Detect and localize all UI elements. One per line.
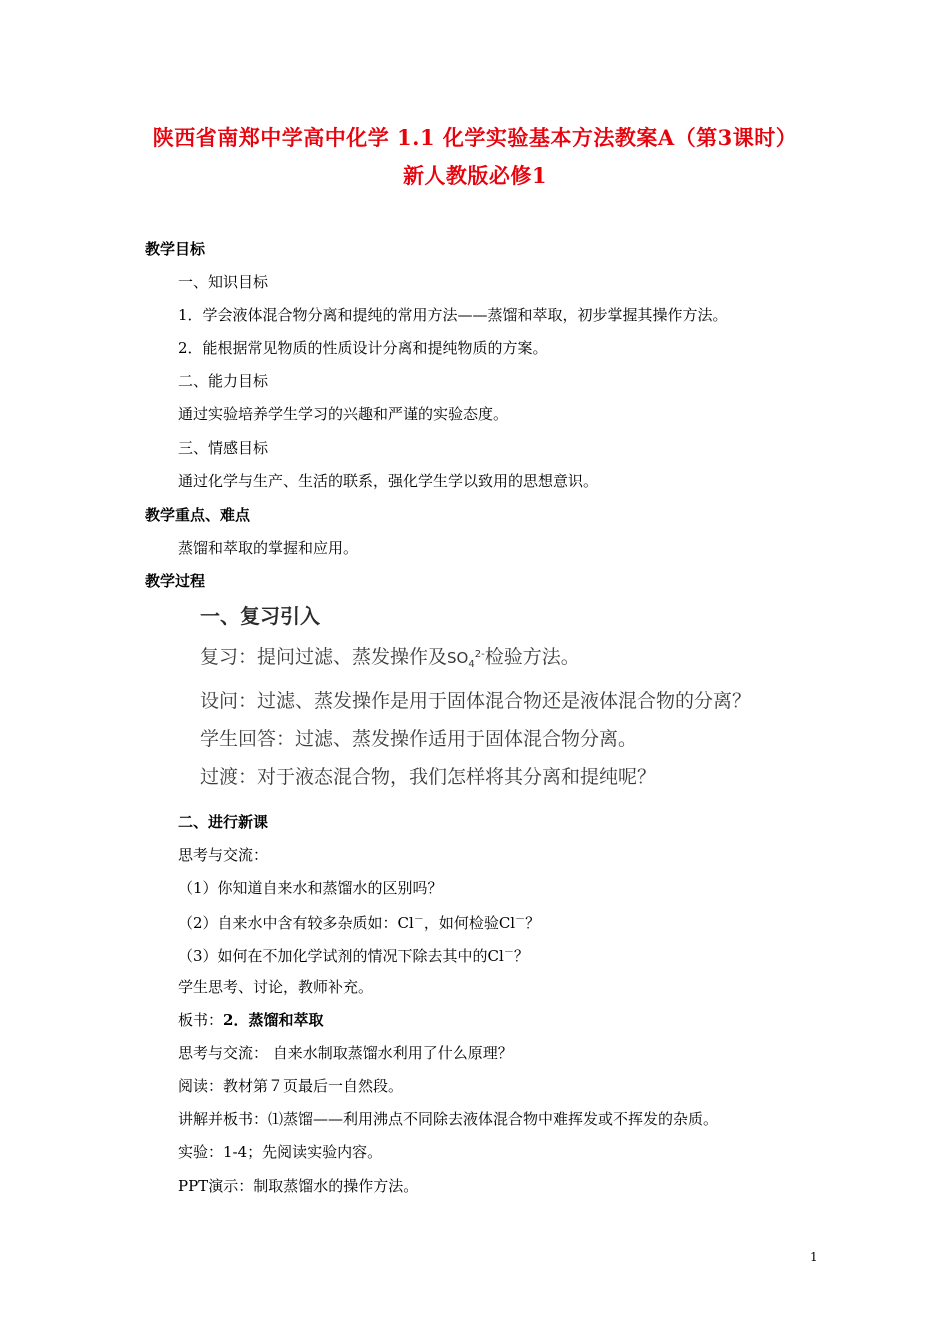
think-and-discuss-1: 思考与交流： <box>178 846 269 864</box>
question-2 <box>178 910 540 933</box>
emotion-text: 通过化学与生产、生活的联系，强化学生学以致用的思想意识。 <box>178 472 599 490</box>
ppt-demo-line: PPT演示：制取蒸馏水的操作方法。 <box>178 1177 419 1195</box>
review-text-pre: 复习：提问过滤、蒸发操作及 <box>200 646 448 668</box>
question-2-pre: （2）自来水中含有较多杂质如：Cl <box>178 914 414 932</box>
new-lesson-heading: 二、进行新课 <box>178 813 269 831</box>
key-points-text: 蒸馏和萃取的掌握和应用。 <box>178 539 359 557</box>
page-number: 1 <box>810 1250 818 1264</box>
experiment-line: 实验：1-4；先阅读实验内容。 <box>178 1143 383 1161</box>
question-1: （1）你知道自来水和蒸馏水的区别吗？ <box>178 879 443 897</box>
reading-instruction: 阅读：教材第７页最后一自然段。 <box>178 1077 404 1095</box>
board-writing <box>178 1009 323 1030</box>
chloride-charge: － <box>413 914 424 925</box>
ability-text: 通过实验培养学生学习的兴趣和严谨的实验态度。 <box>178 405 509 423</box>
knowledge-item-2: 2．能根据常见物质的性质设计分离和提纯物质的方案。 <box>178 339 548 357</box>
question-2-mid: ，如何检验Cl <box>423 914 516 932</box>
question-2-post: ？ <box>525 914 541 932</box>
sulfate-ion: SO <box>447 649 469 667</box>
think-and-discuss-2: 思考与交流： 自来水制取蒸馏水利用了什么原理？ <box>178 1044 513 1062</box>
chloride-charge: － <box>503 947 514 958</box>
board-label: 板书： <box>178 1011 224 1029</box>
students-discuss: 学生思考、讨论，教师补充。 <box>178 978 374 996</box>
slide-review-line <box>200 642 580 670</box>
question-3-pre: （3）如何在不加化学试剂的情况下除去其中的Cl <box>178 947 504 965</box>
slide-question-line: 设问：过滤、蒸发操作是用于固体混合物还是液体混合物的分离？ <box>200 690 752 712</box>
objectives-heading: 教学目标 <box>145 240 206 258</box>
chloride-charge: － <box>515 914 526 925</box>
explanation-distillation: 讲解并板书：⑴蒸馏——利用沸点不同除去液体混合物中难挥发或不挥发的杂质。 <box>178 1110 719 1128</box>
question-3 <box>178 943 529 966</box>
question-3-post: ？ <box>513 947 529 965</box>
process-heading: 教学过程 <box>145 572 206 590</box>
sulfate-charge: 2- <box>474 649 485 660</box>
board-text: 2．蒸馏和萃取 <box>223 1011 324 1029</box>
knowledge-heading: 一、知识目标 <box>178 273 269 291</box>
document-title-line-1: 陕西省南郑中学高中化学 1.1 化学实验基本方法教案A（第3课时） <box>152 125 798 150</box>
sulfate-subscript: 4 <box>468 659 475 670</box>
ability-heading: 二、能力目标 <box>178 372 269 390</box>
document-title-line-2: 新人教版必修1 <box>402 163 548 188</box>
review-text-post: 检验方法。 <box>484 646 580 668</box>
key-points-heading: 教学重点、难点 <box>145 506 251 524</box>
slide-transition-line: 过渡：对于液态混合物，我们怎样将其分离和提纯呢？ <box>200 766 657 788</box>
slide-review-heading: 一、复习引入 <box>200 604 320 628</box>
slide-answer-line: 学生回答：过滤、蒸发操作适用于固体混合物分离。 <box>200 728 638 750</box>
emotion-heading: 三、情感目标 <box>178 439 269 457</box>
sulfate-formula <box>447 649 485 670</box>
knowledge-item-1: 1．学会液体混合物分离和提纯的常用方法——蒸馏和萃取，初步掌握其操作方法。 <box>178 306 728 324</box>
